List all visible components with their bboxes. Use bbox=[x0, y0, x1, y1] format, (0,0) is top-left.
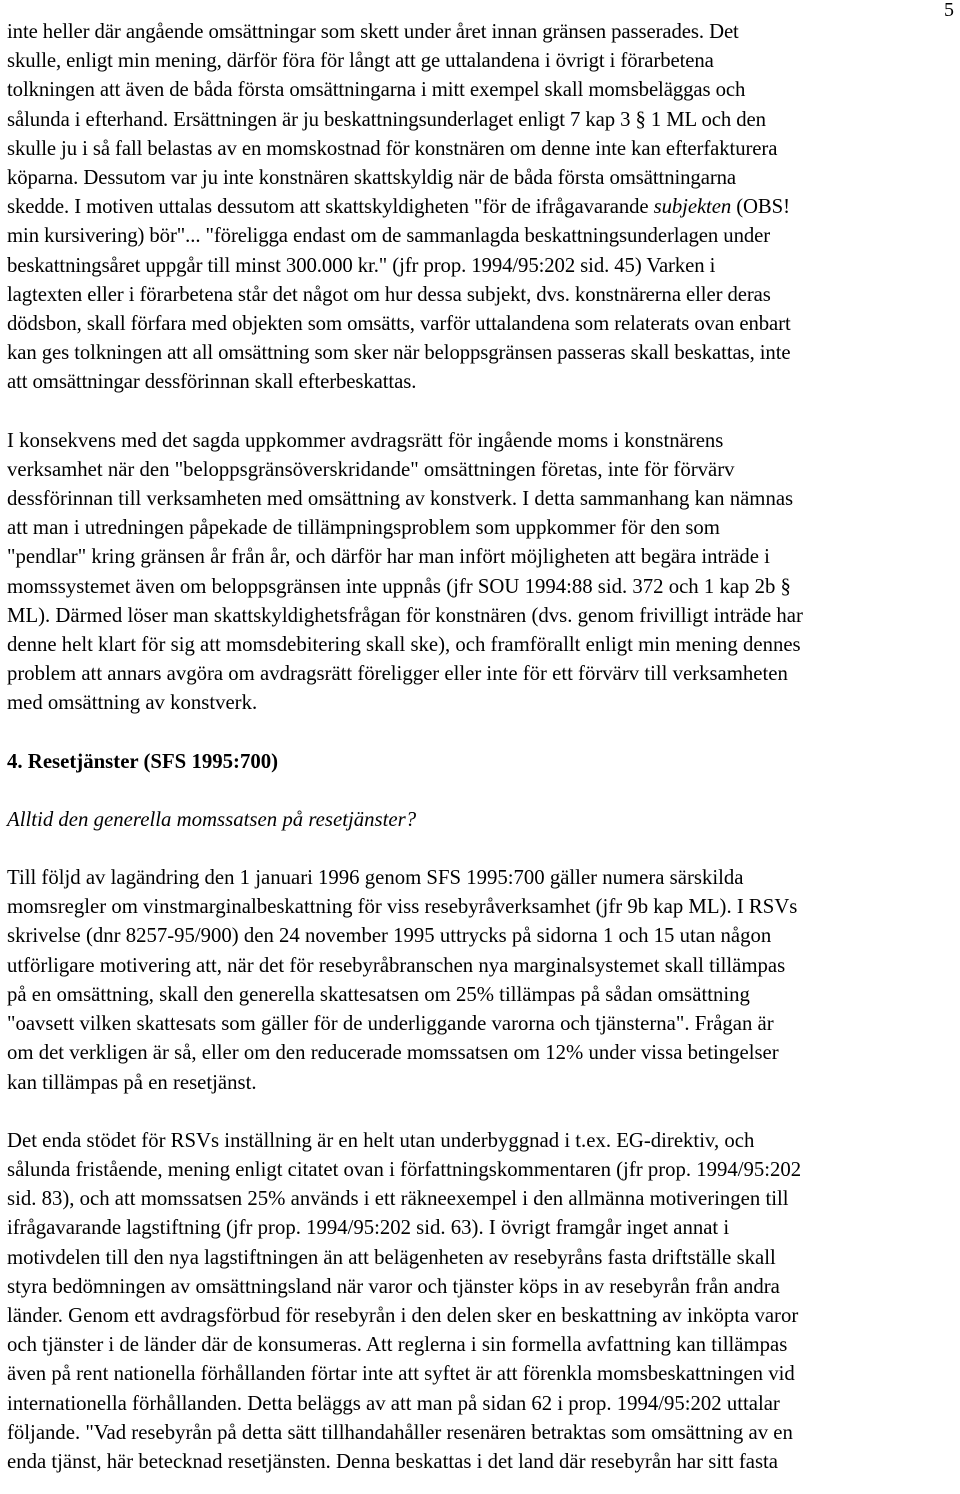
paragraph-spacer bbox=[7, 397, 955, 426]
text-line: om det verkligen är så, eller om den reducerade momssatsen om 12% under vissa betingelser bbox=[7, 1041, 779, 1065]
text-line: köparna. Dessutom var ju inte konstnären skattskyldig när de båda första omsättningarna bbox=[7, 166, 737, 190]
text-line: Till följd av lagändring den 1 januari 1996 genom SFS 1995:700 gäller numera särskilda bbox=[7, 866, 744, 890]
text-line: enda tjänst, här betecknad resetjänsten. Denna beskattas i det land där resebyrån har sitt fasta bbox=[7, 1449, 779, 1473]
text-line: skulle, enligt min mening, därför föra för långt att ge uttalandena i övrigt i förarbetena bbox=[7, 49, 714, 73]
text-line: tolkningen att även de båda första omsättningarna i mitt exempel skall momsbeläggas och bbox=[7, 78, 746, 102]
text-line: inte heller där angående omsättningar som skett under året innan gränsen passerades. Det bbox=[7, 20, 739, 43]
text-line: ifrågavarande lagstiftning (jfr prop. 1994/95:202 sid. 63). I övrigt framgår inget annat i bbox=[7, 1216, 730, 1240]
text-line: motivdelen till den nya lagstiftningen än att belägenheten av resebyråns fasta driftställe skall bbox=[7, 1245, 776, 1269]
text-line: sålunda fristående, mening enligt citatet ovan i författningskommentaren (jfr prop. 1994/95:202 bbox=[7, 1157, 802, 1181]
text-line: även på rent nationella förhållanden förtar inte att syftet är att förenkla momsbeskattningen vid bbox=[7, 1362, 795, 1386]
text-line bbox=[7, 192, 953, 221]
paragraph-1 bbox=[7, 17, 955, 397]
text-line: I konsekvens med det sagda uppkommer avdragsrätt för ingående moms i konstnärens bbox=[7, 428, 724, 452]
paragraph-spacer bbox=[7, 1097, 955, 1126]
text-run: (OBS! bbox=[731, 195, 790, 219]
paragraph-spacer bbox=[7, 718, 955, 747]
text-run: skedde. I motiven uttalas dessutom att skattskyldigheten "för de ifrågavarande bbox=[7, 195, 654, 219]
text-line: denne helt klart för sig att momsdebitering skall ske), och framförallt enligt min mening dennes bbox=[7, 633, 801, 657]
text-line: att man i utredningen påpekade de tillämpningsproblem som uppkommer för den som bbox=[7, 516, 720, 540]
text-line: ML). Därmed löser man skattskyldighetsfrågan för konstnären (dvs. genom frivilligt inträde har bbox=[7, 603, 803, 627]
text-line: beskattningsåret uppgår till minst 300.000 kr." (jfr prop. 1994/95:202 sid. 45) Varken i bbox=[7, 253, 716, 277]
text-line: sid. 83), och att momssatsen 25% används i ett räkneexempel i den allmänna motiveringen till bbox=[7, 1187, 789, 1211]
text-line: och tjänster i de länder där de konsumeras. Att reglerna i sin formella avfattning kan tillämpas bbox=[7, 1333, 788, 1357]
text-line: utförligare motivering att, när det för resebyråbranschen nya marginalsystemet skall tillämpas bbox=[7, 953, 786, 977]
text-line: dödsbon, skall förfara med objekten som omsätts, varför uttalandena som relaterats ovan enbart bbox=[7, 312, 791, 336]
text-line: styra bedömningen av omsättningsland när varor och tjänster köps in av resebyrån från andra bbox=[7, 1274, 780, 1298]
page-number: 5 bbox=[944, 0, 954, 21]
paragraph-spacer bbox=[7, 834, 955, 863]
italic-term: subjekten bbox=[653, 195, 732, 219]
text-line: kan ges tolkningen att all omsättning som sker när beloppsgränsen passeras skall beskattas, inte bbox=[7, 341, 791, 365]
text-line: momsregler om vinstmarginalbeskattning för viss resebyråverksamhet (jfr 9b kap ML). I RSVs bbox=[7, 895, 798, 919]
text-line: verksamhet när den "beloppsgränsöverskridande" omsättningen företas, inte för förvärv bbox=[7, 457, 735, 481]
paragraph-3 bbox=[7, 863, 955, 1097]
text-line: med omsättning av konstverk. bbox=[7, 691, 258, 715]
text-line: min kursivering) bör"... "föreligga endast om de sammanlagda beskattningsunderlagen under bbox=[7, 224, 771, 248]
section-heading: 4. Resetjänster (SFS 1995:700) bbox=[7, 749, 279, 773]
text-line: "pendlar" kring gränsen år från år, och därför har man infört möjligheten att begära inträde i bbox=[7, 545, 770, 569]
paragraph-2 bbox=[7, 426, 955, 718]
text-line: länder. Genom ett avdragsförbud för resebyrån i den delen sker en beskattning av inköpta varor bbox=[7, 1303, 799, 1327]
text-line: "oavsett vilken skattesats som gäller för de underliggande varorna och tjänsterna". Frågan är bbox=[7, 1012, 774, 1036]
text-line: internationella förhållanden. Detta beläggs av att man på sidan 62 i prop. 1994/95:202 uttalar bbox=[7, 1391, 780, 1415]
text-line: Det enda stödet för RSVs inställning är en helt utan underbyggnad i t.ex. EG-direktiv, och bbox=[7, 1128, 755, 1152]
text-line: sålunda i efterhand. Ersättningen är ju beskattningsunderlaget enligt 7 kap 3 § 1 ML och den bbox=[7, 107, 766, 131]
text-line: skulle ju i så fall belastas av en momskostnad för konstnären om denne inte kan efterfakturera bbox=[7, 136, 778, 160]
text-line: skrivelse (dnr 8257-95/900) den 24 november 1995 uttrycks på sidorna 1 och 15 utan någon bbox=[7, 924, 772, 948]
text-line: momssystemet även om beloppsgränsen inte uppnås (jfr SOU 1994:88 sid. 372 och 1 kap 2b § bbox=[7, 574, 791, 598]
text-line: dessförinnan till verksamheten med omsättning av konstverk. I detta sammanhang kan nämnas bbox=[7, 487, 794, 511]
text-line: problem att annars avgöra om avdragsrätt föreligger eller inte för ett förvärv till verksamheten bbox=[7, 662, 788, 686]
text-line: på en omsättning, skall den generella skattesatsen om 25% tillämpas på sådan omsättning bbox=[7, 982, 750, 1006]
paragraph-4 bbox=[7, 1126, 955, 1476]
text-line: att omsättningar dessförinnan skall efterbeskattas. bbox=[7, 370, 417, 394]
text-line: kan tillämpas på en resetjänst. bbox=[7, 1070, 257, 1094]
text-line: följande. "Vad resebyrån på detta sätt tillhandahåller resenären betraktas som omsättning av en bbox=[7, 1420, 793, 1444]
text-line: lagtexten eller i förarbetena står det något om hur dessa subjekt, dvs. konstnärerna eller deras bbox=[7, 282, 771, 306]
document-body bbox=[7, 17, 955, 1476]
section-subheading: Alltid den generella momssatsen på resetjänster? bbox=[7, 807, 417, 831]
paragraph-spacer bbox=[7, 776, 955, 805]
